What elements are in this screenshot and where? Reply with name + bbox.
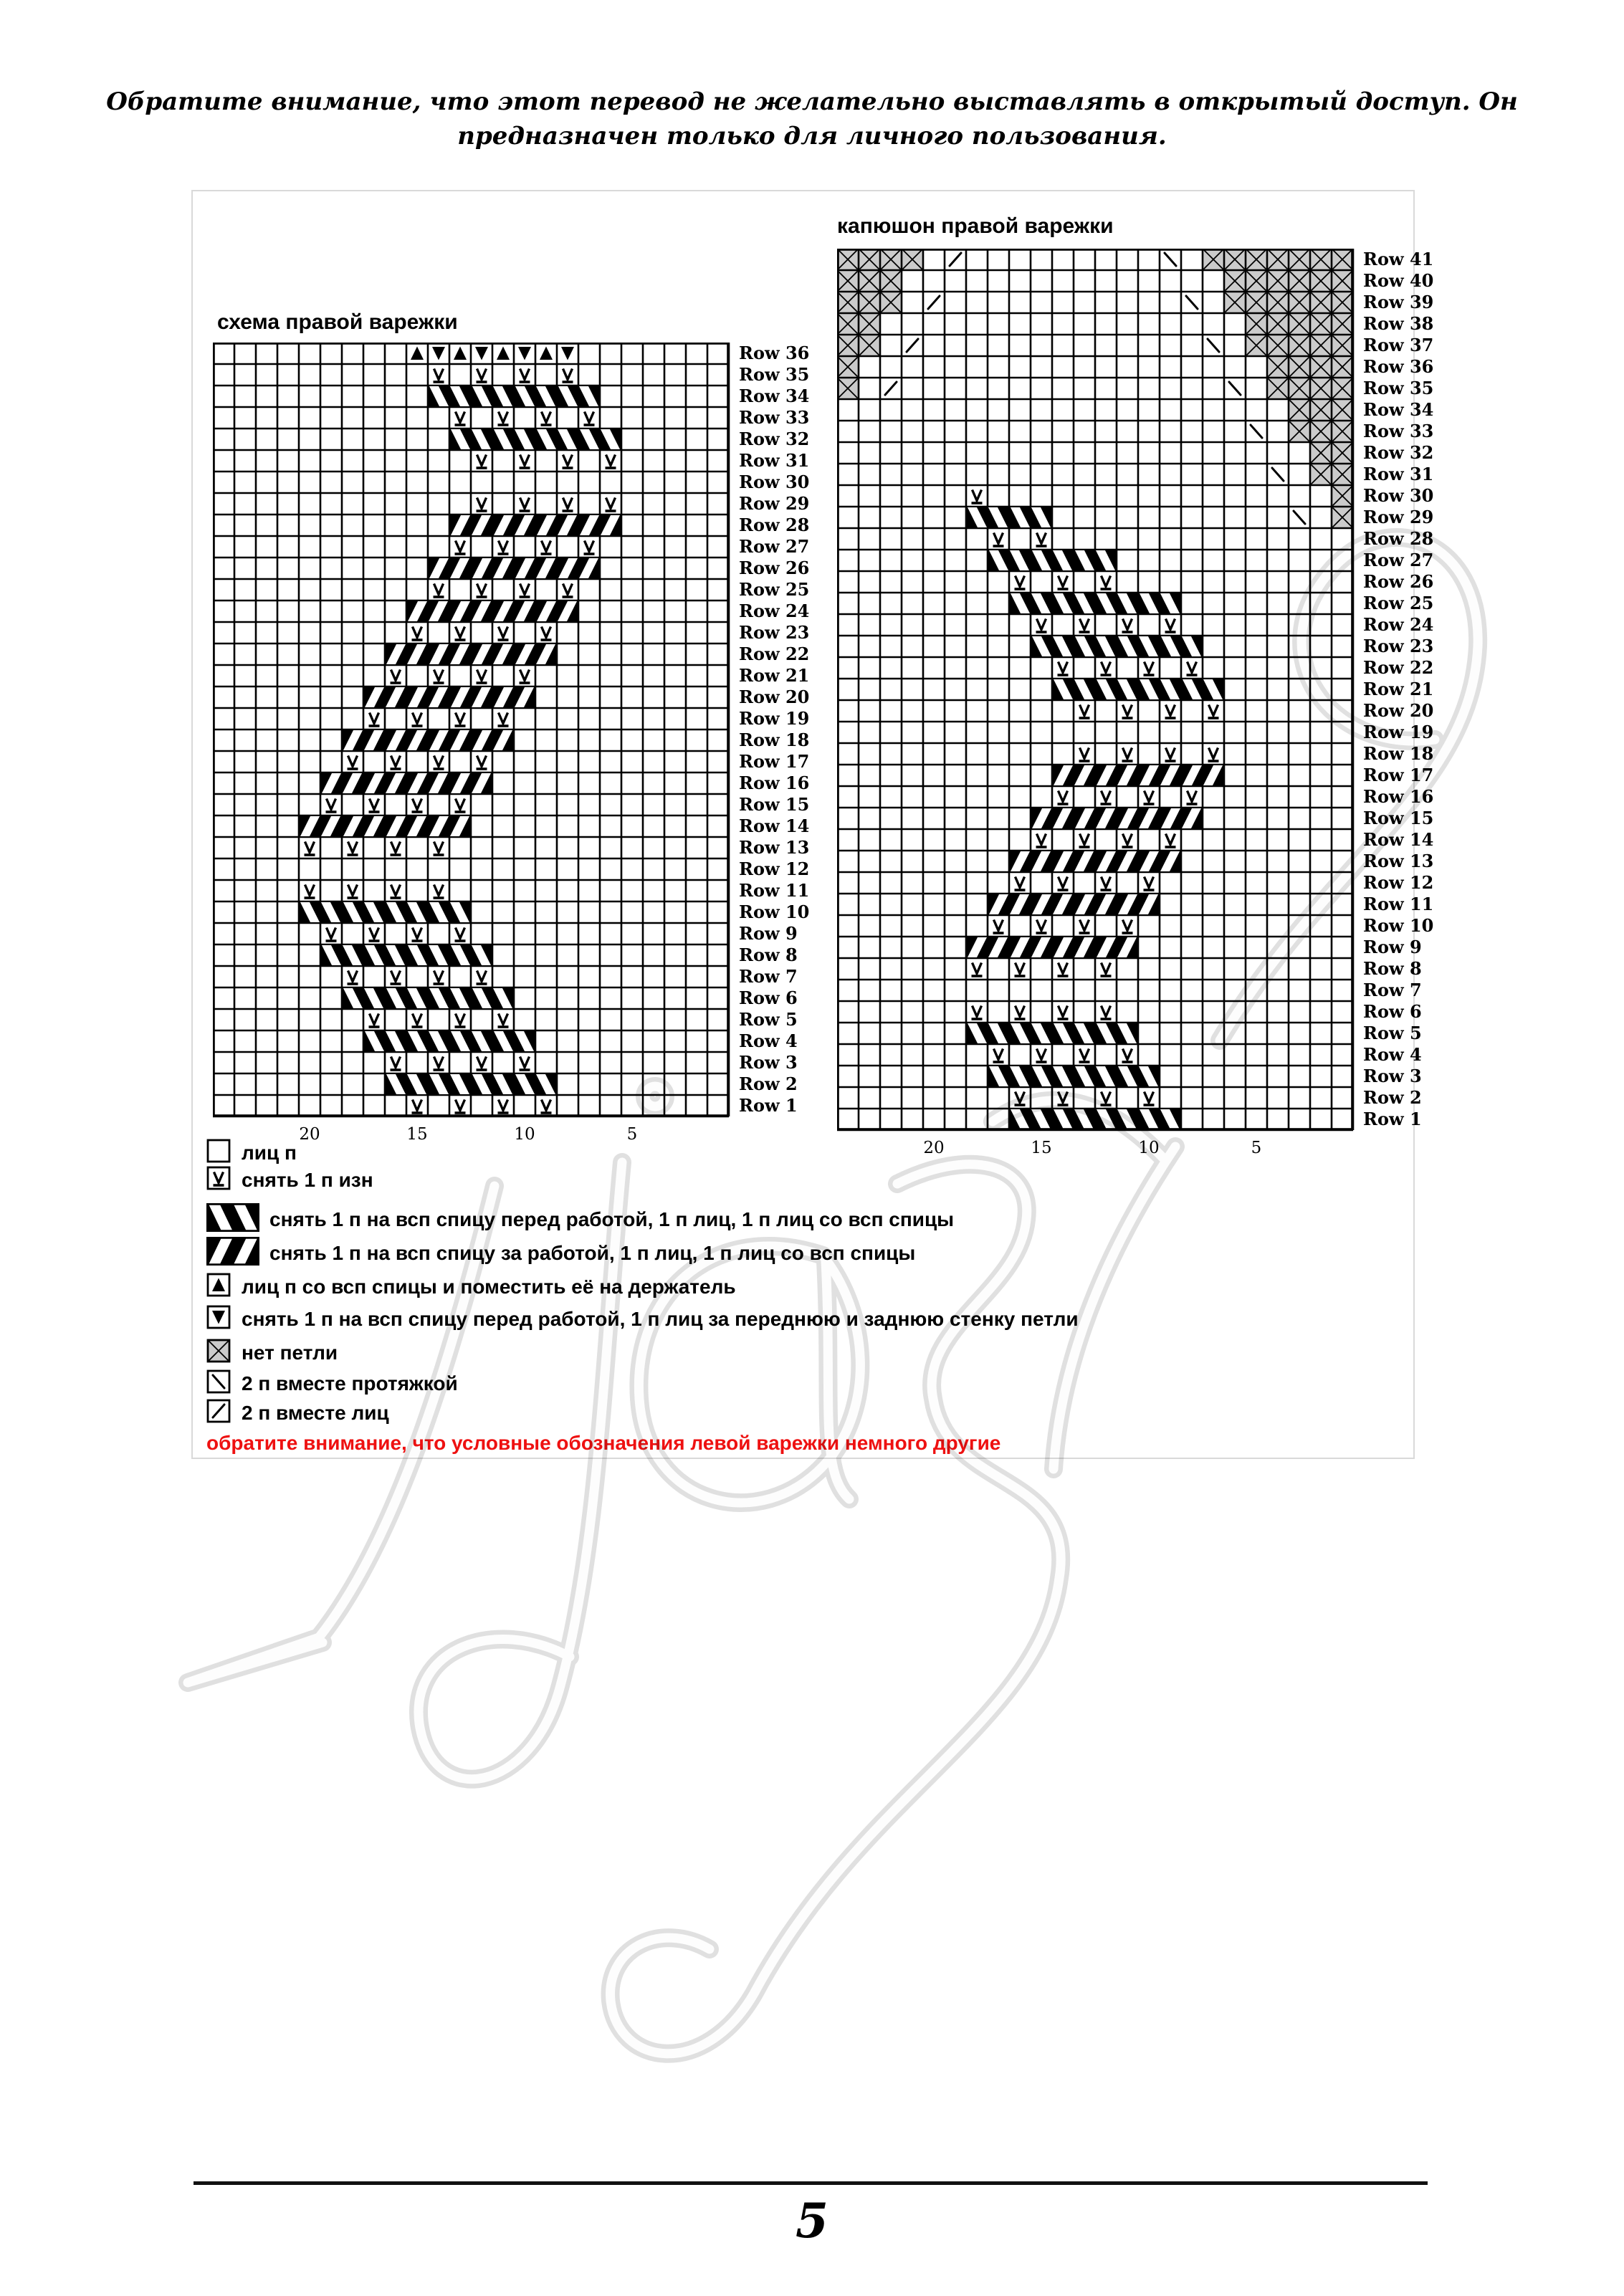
right-chart-title: капюшон правой варежки [837, 214, 1114, 238]
svg-text:10: 10 [1138, 1139, 1160, 1157]
svg-text:Row 7: Row 7 [739, 966, 798, 987]
svg-text:Row 31: Row 31 [739, 450, 810, 471]
svg-text:Row 37: Row 37 [1363, 335, 1434, 355]
legend-label: 2 п вместе протяжкой [242, 1372, 458, 1395]
svg-text:Row 9: Row 9 [1363, 937, 1422, 957]
legend-note: обратите внимание, что условные обозначения левой варежки немного другие [206, 1432, 1001, 1454]
svg-text:Row 16: Row 16 [739, 772, 810, 793]
legend-label: лиц п [242, 1142, 297, 1164]
svg-text:Row 20: Row 20 [1363, 700, 1434, 721]
svg-text:Row 28: Row 28 [739, 515, 810, 535]
svg-text:Row 14: Row 14 [1363, 829, 1434, 850]
svg-text:Row 21: Row 21 [1363, 679, 1434, 699]
svg-text:Row 8: Row 8 [739, 944, 798, 965]
svg-text:Row 36: Row 36 [739, 343, 810, 363]
svg-text:Row 5: Row 5 [739, 1009, 798, 1030]
svg-text:Row 29: Row 29 [1363, 507, 1434, 527]
svg-text:Row 23: Row 23 [1363, 636, 1434, 656]
svg-text:Row 31: Row 31 [1363, 464, 1434, 484]
legend-item-k2tog-decrease [206, 1399, 389, 1427]
legend-label: 2 п вместе лиц [242, 1402, 389, 1424]
legend-item-cable-front-cross [206, 1203, 954, 1235]
svg-text:Row 26: Row 26 [1363, 571, 1434, 592]
legend-label: нет петли [242, 1341, 338, 1364]
svg-text:Row 11: Row 11 [1363, 894, 1434, 914]
knitting-grid [837, 249, 1439, 1163]
svg-text:Row 14: Row 14 [739, 815, 810, 836]
svg-text:Row 12: Row 12 [1363, 872, 1434, 893]
svg-text:Row 1: Row 1 [1363, 1109, 1422, 1129]
svg-text:Row 13: Row 13 [739, 837, 810, 858]
svg-text:Row 3: Row 3 [1363, 1066, 1422, 1086]
svg-text:Row 18: Row 18 [1363, 743, 1434, 764]
svg-text:Row 22: Row 22 [739, 644, 810, 664]
svg-text:Row 15: Row 15 [1363, 808, 1434, 828]
disclaimer-line2: предназначен только для личного пользования. [457, 122, 1167, 150]
svg-text:Row 9: Row 9 [739, 923, 798, 944]
knitting-grid [213, 343, 815, 1149]
svg-text:Row 25: Row 25 [1363, 593, 1434, 613]
svg-text:Row 10: Row 10 [739, 901, 810, 922]
footer-rule [194, 2181, 1428, 2185]
svg-text:Row 21: Row 21 [739, 665, 810, 686]
right-mitten-chart [213, 343, 815, 1153]
svg-text:15: 15 [1031, 1139, 1052, 1157]
svg-text:Row 19: Row 19 [739, 708, 810, 729]
legend-item-knit-stitch [206, 1139, 297, 1167]
svg-text:Row 32: Row 32 [1363, 442, 1434, 463]
legend-label: снять 1 п на всп спицу за работой, 1 п лиц, 1 п лиц со всп спицы [269, 1241, 916, 1264]
svg-text:Row 7: Row 7 [1363, 980, 1422, 1000]
svg-text:5: 5 [1251, 1139, 1262, 1157]
svg-text:Row 38: Row 38 [1363, 313, 1434, 334]
svg-text:Row 33: Row 33 [1363, 421, 1434, 441]
legend-symbol-icon [206, 1339, 231, 1364]
svg-text:10: 10 [514, 1125, 535, 1144]
svg-text:Row 16: Row 16 [1363, 786, 1434, 807]
legend-item-cable-back-cross [206, 1237, 915, 1269]
svg-text:Row 17: Row 17 [739, 751, 810, 772]
disclaimer-line1: Обратите внимание, что этот перевод не желательно выставлять в открытый доступ. Он [106, 87, 1518, 116]
svg-text:Row 24: Row 24 [739, 601, 810, 621]
svg-text:Row 11: Row 11 [739, 880, 810, 901]
legend-item-no-stitch [206, 1339, 338, 1367]
svg-text:Row 30: Row 30 [1363, 485, 1434, 506]
svg-text:Row 15: Row 15 [739, 794, 810, 815]
svg-text:Row 20: Row 20 [739, 687, 810, 707]
svg-text:Row 13: Row 13 [1363, 851, 1434, 871]
svg-text:Row 12: Row 12 [739, 858, 810, 879]
svg-text:Row 18: Row 18 [739, 730, 810, 750]
svg-text:Row 24: Row 24 [1363, 614, 1434, 635]
svg-text:Row 40: Row 40 [1363, 270, 1434, 291]
legend-symbol-icon [206, 1166, 231, 1191]
svg-text:Row 25: Row 25 [739, 579, 810, 600]
slip-purlwise-icon [206, 1166, 231, 1195]
legend-label: лиц п со всп спицы и поместить её на держатель [242, 1276, 736, 1298]
legend-item-knit-from-cn-to-holder [206, 1273, 736, 1301]
legend-item-knit-front-and-back [206, 1305, 1079, 1334]
page-number: 5 [796, 2193, 828, 2249]
legend-symbol-icon [206, 1399, 231, 1424]
legend-item-ssk-decrease [206, 1369, 458, 1398]
svg-text:Row 6: Row 6 [1363, 1001, 1422, 1022]
left-chart-title: схема правой варежки [217, 310, 458, 334]
svg-text:15: 15 [406, 1125, 428, 1144]
no-stitch-icon [206, 1339, 231, 1367]
svg-text:Row 35: Row 35 [739, 364, 810, 385]
cable-back-cross-icon [206, 1237, 259, 1266]
legend-label: снять 1 п изн [242, 1169, 373, 1191]
svg-text:Row 32: Row 32 [739, 429, 810, 449]
svg-text:Row 22: Row 22 [1363, 657, 1434, 678]
ssk-decrease-icon [206, 1369, 231, 1398]
svg-text:Row 30: Row 30 [739, 472, 810, 492]
svg-text:Row 4: Row 4 [1363, 1044, 1422, 1065]
svg-text:Row 39: Row 39 [1363, 292, 1434, 312]
k2tog-decrease-icon [206, 1399, 231, 1427]
knit-stitch-icon [206, 1139, 231, 1167]
svg-text:Row 27: Row 27 [739, 536, 810, 557]
cable-front-cross-icon [206, 1203, 259, 1235]
svg-text:Row 19: Row 19 [1363, 722, 1434, 742]
svg-text:Row 10: Row 10 [1363, 915, 1434, 936]
svg-text:Row 41: Row 41 [1363, 249, 1434, 269]
svg-text:Row 23: Row 23 [739, 622, 810, 643]
knit-from-cn-to-holder-icon [206, 1273, 231, 1301]
svg-text:Row 6: Row 6 [739, 987, 798, 1008]
svg-text:Row 8: Row 8 [1363, 958, 1422, 979]
svg-text:Row 35: Row 35 [1363, 378, 1434, 398]
legend-symbol-icon [206, 1305, 231, 1330]
legend-label: снять 1 п на всп спицу перед работой, 1 п лиц за переднюю и заднюю стенку петли [242, 1308, 1079, 1330]
svg-text:Row 26: Row 26 [739, 558, 810, 578]
svg-text:Row 17: Row 17 [1363, 765, 1434, 785]
svg-text:5: 5 [626, 1125, 638, 1144]
disclaimer [95, 85, 1529, 153]
legend-symbol-icon [206, 1139, 231, 1164]
svg-text:Row 5: Row 5 [1363, 1023, 1422, 1043]
cable-front-cross-icon [206, 1203, 259, 1232]
svg-text:Row 34: Row 34 [1363, 399, 1434, 420]
svg-text:Row 36: Row 36 [1363, 356, 1434, 377]
legend-label: снять 1 п на всп спицу перед работой, 1 п лиц, 1 п лиц со всп спицы [269, 1207, 955, 1230]
legend-symbol-icon [206, 1369, 231, 1395]
svg-text:Row 2: Row 2 [1363, 1087, 1422, 1108]
svg-text:Row 29: Row 29 [739, 493, 810, 514]
svg-text:Row 4: Row 4 [739, 1030, 798, 1051]
svg-text:Row 28: Row 28 [1363, 528, 1434, 549]
svg-text:Row 2: Row 2 [739, 1073, 798, 1094]
svg-text:Row 3: Row 3 [739, 1052, 798, 1073]
svg-text:Row 33: Row 33 [739, 407, 810, 428]
svg-text:20: 20 [923, 1139, 945, 1157]
svg-text:20: 20 [299, 1125, 320, 1144]
svg-text:Row 1: Row 1 [739, 1095, 798, 1116]
cable-back-cross-icon [206, 1237, 259, 1269]
legend-symbol-icon [206, 1273, 231, 1298]
svg-text:Row 27: Row 27 [1363, 550, 1434, 570]
right-mitten-hood-chart [837, 249, 1439, 1167]
svg-text:Row 34: Row 34 [739, 386, 810, 406]
knit-front-and-back-icon [206, 1305, 231, 1334]
legend-item-slip-purlwise [206, 1166, 373, 1195]
